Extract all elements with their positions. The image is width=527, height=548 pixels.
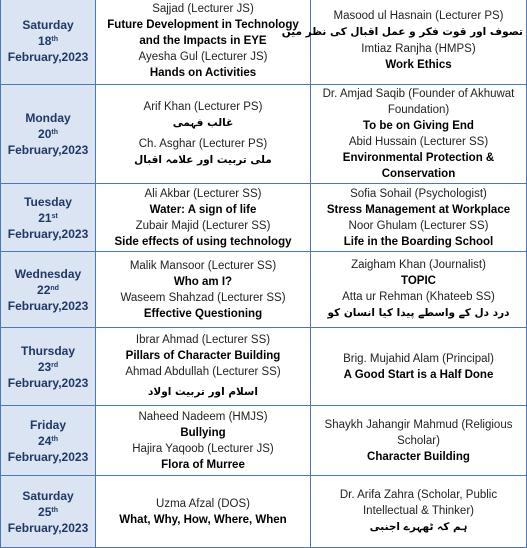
session-topic: Bullying (180, 426, 226, 439)
day-number: 22 (37, 282, 51, 297)
day-ordinal-suffix: st (51, 212, 58, 220)
session-cell-second (311, 85, 527, 184)
session-topic: Environmental Protection & Conservation (342, 152, 495, 180)
day-name: Wednesday (14, 266, 82, 281)
day-date (3, 126, 93, 142)
speaker-name: Masood ul Hasnain (Lecturer PS) (333, 10, 504, 22)
session-topic: To be on Giving End (363, 120, 474, 132)
session-topic: Side effects of using technology (114, 235, 292, 248)
session-topic: Who am I? (173, 275, 233, 288)
session-topic-urdu: ملی تربیت اور علامہ اقبال (134, 154, 272, 166)
day-cell (1, 476, 96, 548)
speaker-name: Ahmad Abdullah (Lecturer SS) (125, 366, 281, 378)
day-date (3, 359, 93, 375)
session-topic-urdu: ہم کہ ٹھہرے اجنبی (369, 521, 468, 533)
session-topic: Hands on Activities (149, 66, 257, 79)
day-cell (1, 184, 96, 252)
session-topic: Water: A sign of life (149, 203, 257, 216)
speaker-name: Noor Ghulam (Lecturer SS) (348, 219, 489, 232)
day-cell (1, 406, 96, 476)
day-ordinal-suffix: nd (50, 284, 59, 292)
day-number: 23 (37, 359, 52, 374)
session-topic: Character Building (367, 450, 470, 463)
day-date (3, 210, 93, 226)
day-name: Saturday (22, 488, 74, 503)
speaker-name: Ibrar Ahmad (Lecturer SS) (135, 334, 271, 346)
day-number: 20 (38, 127, 52, 141)
day-number: 18 (38, 33, 52, 48)
speaker-name: Brig. Mujahid Alam (Principal) (343, 352, 494, 365)
speaker-name: Arif Khan (Lecturer PS) (143, 101, 263, 113)
session-cell-first (96, 406, 311, 476)
session-cell-second (281, 0, 527, 85)
day-date (3, 33, 93, 49)
speaker-name: Zaigham Khan (Journalist) (351, 259, 486, 271)
day-name: Tuesday (24, 194, 72, 209)
day-number: 25 (38, 504, 52, 519)
speaker-name: Uzma Afzal (DOS) (156, 497, 250, 510)
session-topic: Stress Management at Workplace (326, 203, 511, 216)
session-topic-urdu: اسلام اور تربیت اولاد (148, 386, 258, 398)
day-ordinal-suffix: th (51, 129, 58, 136)
day-name: Saturday (22, 17, 74, 32)
speaker-name: Ayesha Gul (Lecturer JS) (138, 50, 268, 63)
speaker-name: Abid Hussain (Lecturer SS) (348, 136, 489, 148)
speaker-name: Malik Mansoor (Lecturer SS) (129, 259, 277, 272)
speaker-name: Imtiaz Ranjha (HMPS) (361, 43, 476, 55)
day-cell (1, 0, 96, 85)
day-month-year: February,2023 (7, 143, 89, 157)
speaker-name: Ch. Asghar (Lecturer PS) (138, 138, 268, 150)
session-topic: Flora of Murree (161, 458, 245, 471)
day-name: Friday (29, 417, 66, 432)
day-cell (1, 85, 96, 184)
session-cell-first (96, 476, 311, 548)
speaker-name: Sajjad (Lecturer JS) (152, 2, 254, 15)
session-topic: Pillars of Character Building (125, 350, 281, 362)
day-name: Monday (25, 111, 71, 125)
session-topic: Future Development in Technology and the Impacts in EYE (107, 18, 299, 47)
day-row (1, 328, 527, 406)
day-number: 21 (38, 210, 52, 225)
speaker-name: Zubair Majid (Lecturer SS) (135, 219, 271, 232)
day-ordinal-suffix: th (51, 35, 58, 43)
session-cell-second (311, 406, 527, 476)
day-row (1, 476, 527, 548)
day-row (1, 85, 527, 184)
day-month-year: February,2023 (7, 520, 89, 535)
speaker-name: Hajira Yaqoob (Lecturer JS) (132, 442, 274, 455)
session-topic: What, Why, How, Where, When (119, 513, 287, 526)
day-name: Thursday (20, 343, 75, 358)
day-date (3, 282, 93, 298)
session-topic: TOPIC (401, 275, 436, 287)
day-number: 24 (38, 433, 52, 448)
session-cell-first (96, 184, 311, 252)
day-month-year: February,2023 (7, 49, 89, 64)
speaker-name: Atta ur Rehman (Khateeb SS) (342, 291, 495, 303)
day-row (1, 252, 527, 328)
day-row (1, 0, 527, 85)
day-month-year: February,2023 (7, 449, 89, 464)
day-cell (1, 252, 96, 328)
day-date (3, 433, 93, 449)
day-cell (1, 328, 96, 406)
day-date (3, 504, 93, 520)
day-row (1, 406, 527, 476)
session-cell-first (96, 85, 311, 184)
day-month-year: February,2023 (7, 375, 89, 390)
speaker-name: Waseem Shahzad (Lecturer SS) (120, 291, 286, 304)
session-topic: A Good Start is a Half Done (343, 368, 494, 381)
speaker-name: Dr. Amjad Saqib (Founder of Akhuwat Foundation) (322, 88, 515, 116)
session-topic: Effective Questioning (143, 307, 263, 320)
session-topic-urdu: درد دل کے واسطے پیدا کیا انسان کو (327, 307, 510, 319)
day-ordinal-suffix: th (51, 506, 58, 514)
speaker-name: Naheed Nadeem (HMJS) (138, 410, 268, 423)
day-month-year: February,2023 (7, 298, 89, 313)
day-ordinal-suffix: th (51, 435, 58, 443)
day-month-year: February,2023 (7, 226, 89, 241)
speaker-name: Dr. Arifa Zahra (Scholar, Public Intellectual & Thinker) (339, 489, 498, 517)
session-topic: Life in the Boarding School (343, 235, 494, 248)
session-cell-first (96, 0, 311, 85)
session-cell-first (96, 328, 311, 406)
day-ordinal-suffix: rd (51, 361, 59, 369)
session-cell-second (311, 252, 527, 328)
session-topic-urdu: تصوف اور قوت فکر و عمل اقبال کی نظر میں (281, 26, 523, 38)
session-cell-second (311, 328, 527, 406)
session-topic: Work Ethics (385, 59, 452, 71)
day-row (1, 184, 527, 252)
speaker-name: Sofia Sohail (Psychologist) (350, 187, 487, 200)
speaker-name: Shaykh Jahangir Mahmud (Religious Scholar) (324, 418, 513, 447)
session-topic-urdu: غالب فہمی (172, 117, 234, 129)
speaker-name: Ali Akbar (Lecturer SS) (144, 187, 262, 200)
session-cell-first (96, 252, 311, 328)
session-cell-second (311, 476, 527, 548)
session-cell-second (311, 184, 527, 252)
